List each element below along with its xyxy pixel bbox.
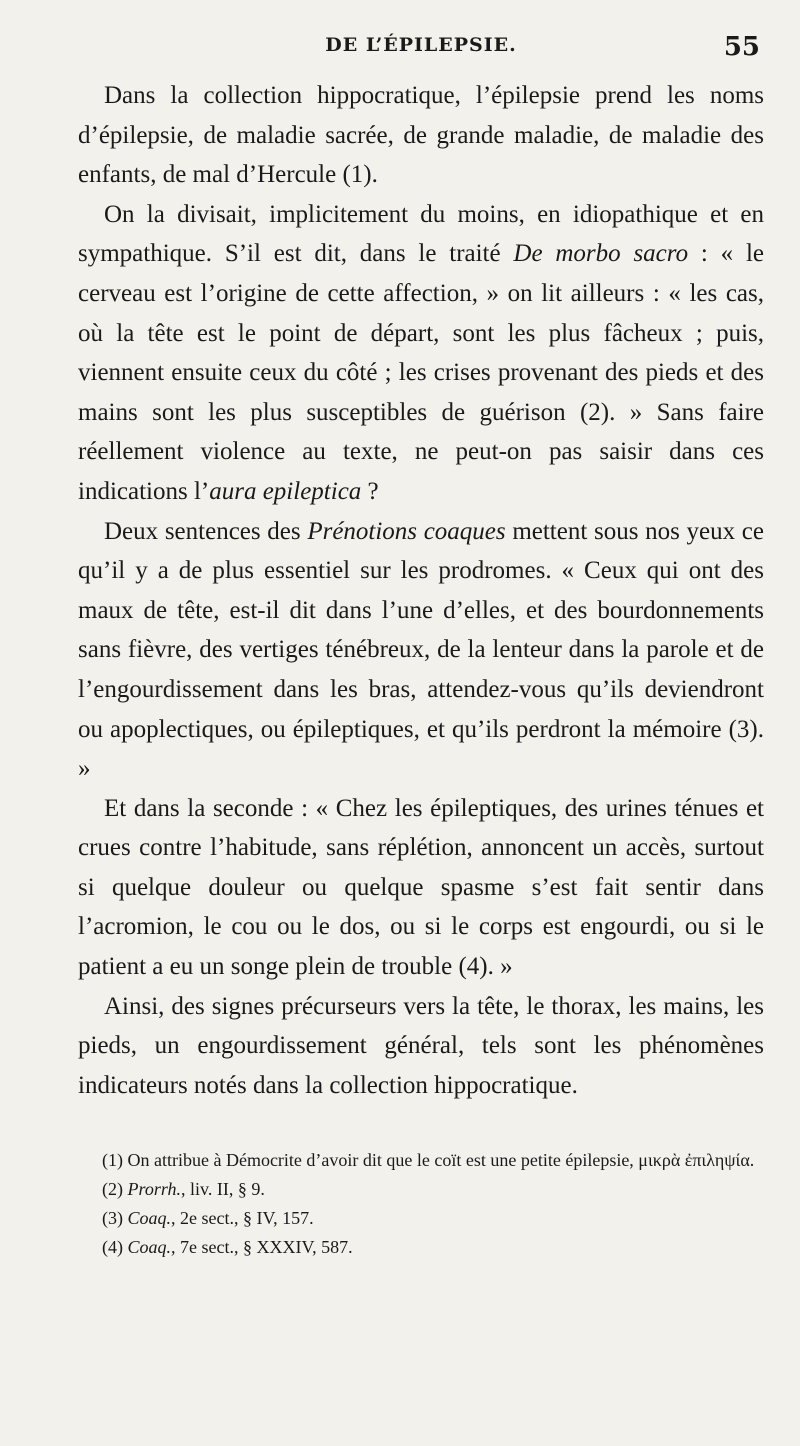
text-run: , 7e sect., § XXXIV, 587. xyxy=(171,1237,353,1257)
text-run: Ainsi, des signes précurseurs vers la tête, le thorax, les mains, les pieds, un engourdissement général, tels sont les phénomènes indicateurs notés dans la collection hippocratique. xyxy=(78,992,764,1099)
text-run: (2) xyxy=(102,1179,128,1199)
text-run: ? xyxy=(361,477,379,505)
body-text xyxy=(78,76,764,1105)
paragraph xyxy=(78,987,764,1106)
page-number: 55 xyxy=(723,32,760,62)
running-title: DE L’ÉPILEPSIE. xyxy=(325,34,517,56)
page-header xyxy=(78,34,764,70)
text-run: , liv. II, § 9. xyxy=(181,1179,265,1199)
footnote xyxy=(78,1233,768,1262)
text-run: Dans la collection hippocratique, l’épilepsie prend les noms d’épilepsie, de maladie sacrée, de grande maladie, de maladie des enfants, de mal d’Hercule (1). xyxy=(78,82,764,189)
italic-text: Prénotions coaques xyxy=(307,517,506,545)
text-run: : « le cerveau est l’origine de cette affection, » on lit ailleurs : « les cas, où la tête est le point de départ, sont les plus fâcheux ; puis, viennent ensuite ceux du côté ; les crises provenant des pieds et des mains sont les plus susceptibles de guérison (2). » Sans faire réellement violence au texte, ne peut-on pas saisir dans ces indications l’ xyxy=(78,240,764,505)
text-run: (4) xyxy=(102,1237,128,1257)
italic-text: aura epileptica xyxy=(209,477,362,505)
paragraph xyxy=(78,789,764,987)
text-run: (1) On attribue à Démocrite d’avoir dit que le coït est une petite épilepsie, μικρὰ ἐπιληψία. xyxy=(102,1150,755,1170)
text-run: , 2e sect., § IV, 157. xyxy=(171,1208,314,1228)
italic-text: Prorrh. xyxy=(127,1179,182,1199)
paragraph xyxy=(78,512,764,789)
text-run: (3) xyxy=(102,1208,128,1228)
text-run: On la divisait, implicitement du moins, en idiopathique et en sympathique. S’il est dit, dans le traité xyxy=(78,200,764,268)
footnote xyxy=(78,1146,768,1175)
paragraph xyxy=(78,195,764,512)
italic-text: De morbo sacro xyxy=(513,240,689,268)
footnote xyxy=(78,1204,768,1233)
italic-text: Coaq. xyxy=(127,1237,172,1257)
paragraph xyxy=(78,76,764,195)
text-run: mettent sous nos yeux ce qu’il y a de plus essentiel sur les prodromes. « Ceux qui ont des maux de tête, est-il dit dans l’une d’elles, et des bourdonnements sans fièvre, des vertiges ténébreux, de la lenteur dans la parole et de l’engourdissement dans les bras, attendez-vous qu’ils deviendront ou apoplectiques, ou épileptiques, et qu’ils perdront la mémoire (3). » xyxy=(78,517,765,783)
italic-text: Coaq. xyxy=(127,1208,172,1228)
text-run: Deux sentences des xyxy=(104,517,308,545)
footnote xyxy=(78,1175,768,1204)
text-run: Et dans la seconde : « Chez les épileptiques, des urines ténues et crues contre l’habitude, sans réplétion, annoncent un accès, surtout si quelque douleur ou quelque spasme s’est fait sentir dans l’acromion, le cou ou le dos, ou si le corps est engourdi, ou si le patient a eu un songe plein de trouble (4). » xyxy=(78,794,764,981)
footnotes xyxy=(78,1146,768,1262)
